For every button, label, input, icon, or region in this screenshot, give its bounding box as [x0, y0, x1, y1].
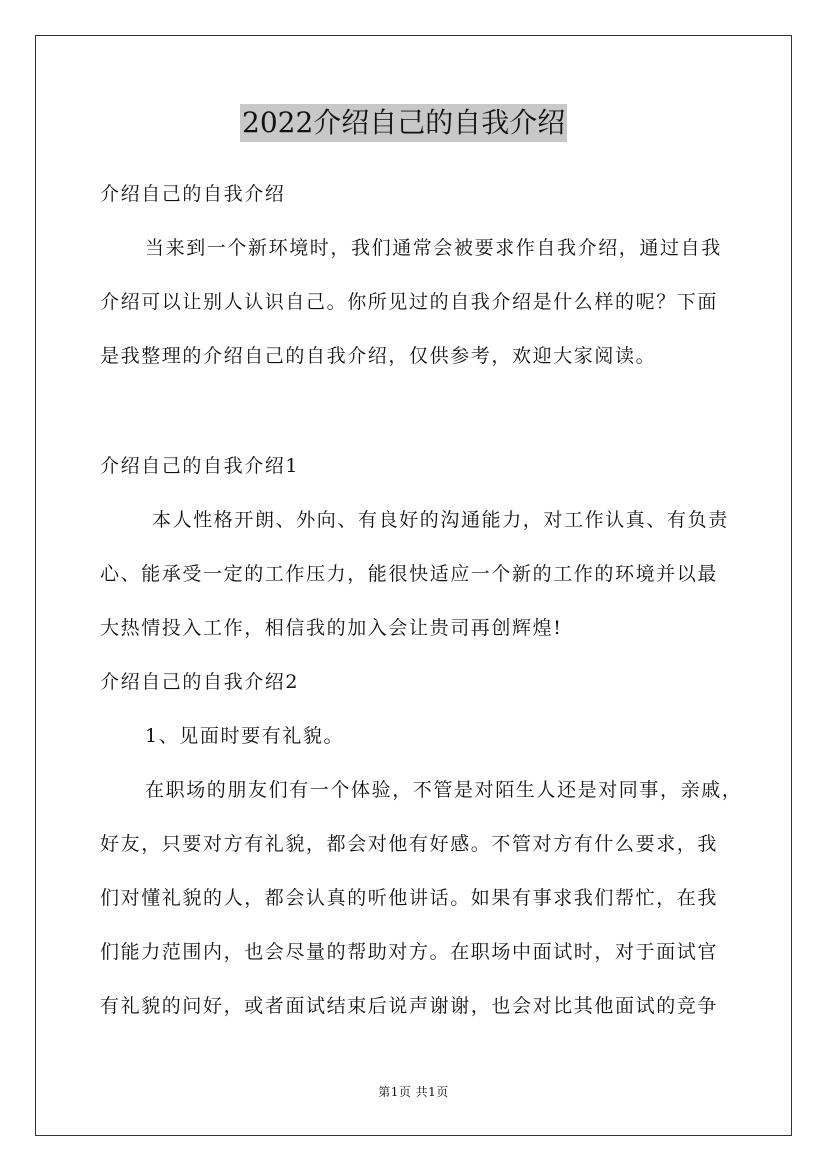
section-heading-2: 介绍自己的自我介绍2: [100, 671, 300, 693]
paragraph-line: 本人性格开朗、外向、有良好的沟通能力，对工作认真、有负责: [152, 509, 729, 531]
document-title: 2022介绍自己的自我介绍: [240, 104, 567, 142]
page-footer: 第1页 共1页: [378, 1085, 449, 1099]
paragraph-line: 大热情投入工作，相信我的加入会让贵司再创辉煌!: [100, 617, 563, 639]
paragraph-line: 心、能承受一定的工作压力，能很快适应一个新的工作的环境并以最: [100, 563, 719, 585]
section-heading-1: 介绍自己的自我介绍1: [100, 455, 300, 477]
paragraph-line: 们对懂礼貌的人，都会认真的听他讲话。如果有事求我们帮忙，在我: [100, 887, 719, 909]
paragraph-line: 介绍可以让别人认识自己。你所见过的自我介绍是什么样的呢？下面: [100, 291, 719, 313]
paragraph-line: 们能力范围内，也会尽量的帮助对方。在职场中面试时，对于面试官: [100, 941, 719, 963]
section-heading-intro: 介绍自己的自我介绍: [100, 183, 286, 205]
paragraph-line: 好友，只要对方有礼貌，都会对他有好感。不管对方有什么要求，我: [100, 833, 719, 855]
paragraph-line: 在职场的朋友们有一个体验，不管是对陌生人还是对同事，亲戚，: [145, 779, 743, 801]
list-item-heading: 1、见面时要有礼貌。: [145, 725, 345, 747]
paragraph-line: 有礼貌的问好，或者面试结束后说声谢谢，也会对比其他面试的竞争: [100, 995, 719, 1017]
paragraph-line: 当来到一个新环境时，我们通常会被要求作自我介绍，通过自我: [145, 237, 722, 259]
paragraph-line: 是我整理的介绍自己的自我介绍，仅供参考，欢迎大家阅读。: [100, 345, 657, 367]
